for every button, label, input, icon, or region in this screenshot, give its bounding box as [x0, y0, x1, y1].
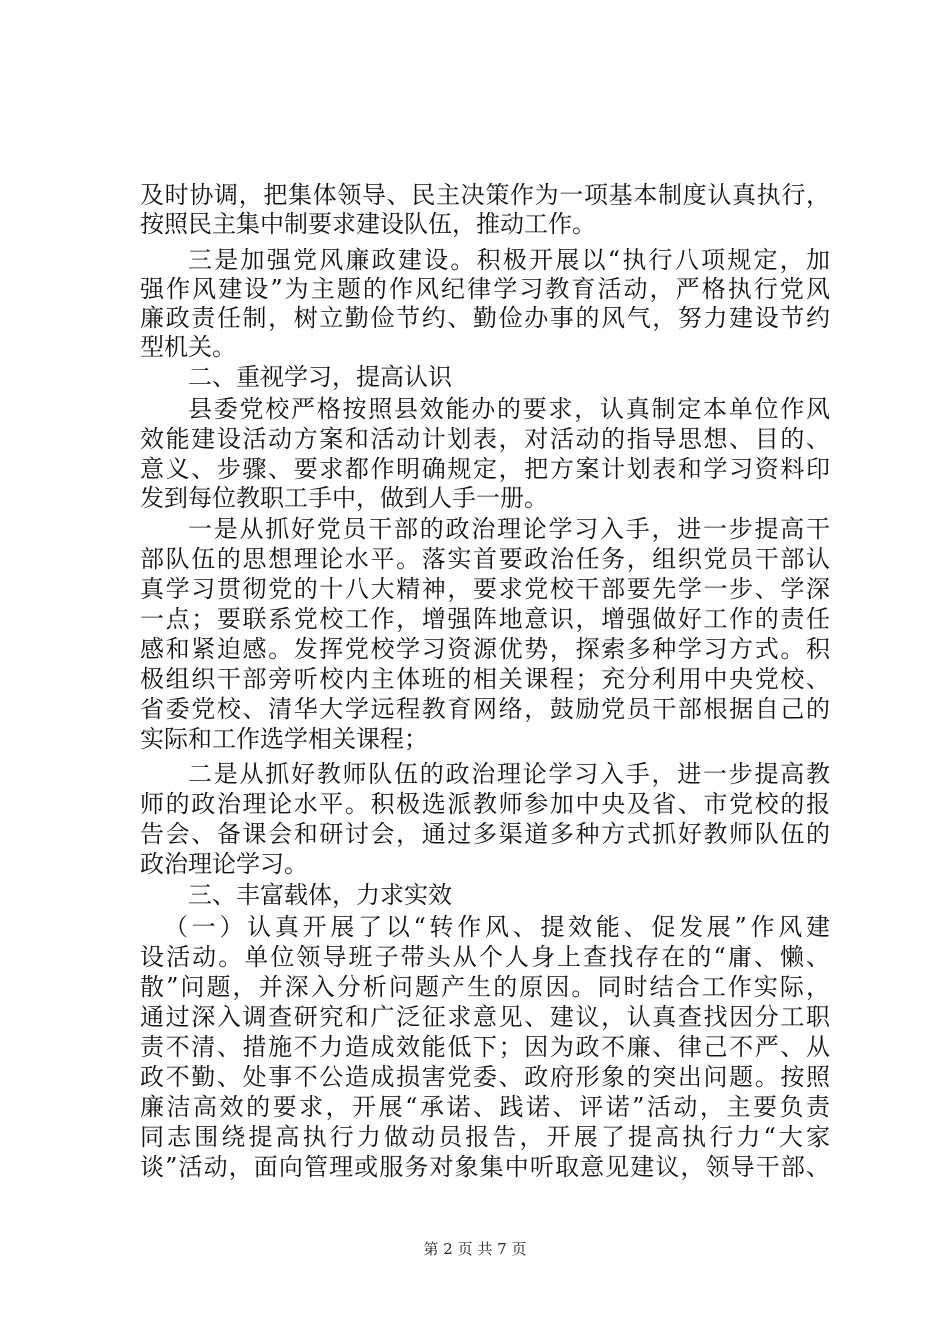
page-footer: 第 2 页 共 7 页 [423, 1240, 527, 1258]
line-text: 感和紧迫感。发挥党校学习资源优势，探索多种学习方式。积 [140, 635, 830, 663]
line-text: 意义、步骤、要求都作明确规定，把方案计划表和学习资料印 [140, 455, 830, 483]
line-text: 责不清、措施不力造成效能低下；因为政不廉、律己不严、从 [140, 1033, 830, 1061]
line-text: （一）认真开展了以“转作风、提效能、促发展”作风建 [164, 913, 830, 941]
line-text: 二是从抓好教师队伍的政治理论学习入手，进一步提高教 [188, 760, 830, 788]
line-text: 廉洁高效的要求，开展“承诺、践诺、评诺”活动，主要负责 [140, 1093, 830, 1121]
section-heading: 二、重视学习，提高认识 [188, 363, 452, 391]
line-text: 真学习贯彻党的十八大精神，要求党校干部要先学一步、学深 [140, 575, 830, 603]
line-text: 发到每位教职工手中，做到人手一册。 [140, 484, 548, 512]
text-line [0, 205, 950, 243]
line-text: 省委党校、清华大学远程教育网络，鼓励党员干部根据自己的 [140, 695, 830, 723]
line-text: 及时协调，把集体领导、民主决策作为一项基本制度认真执行， [140, 181, 830, 209]
text-line [0, 1148, 950, 1186]
line-text: 政治理论学习。 [140, 850, 308, 878]
line-text: 三是加强党风廉政建设。积极开展以“执行八项规定，加 [188, 246, 830, 274]
line-text: 散”问题，并深入分析问题产生的原因。同时结合工作实际， [140, 973, 830, 1001]
line-text: 谈”活动，面向管理或服务对象集中听取意见建议，领导干部、 [140, 1153, 830, 1181]
line-text: 按照民主集中制要求建设队伍，推动工作。 [140, 210, 596, 238]
line-text: 廉政责任制，树立勤俭节约、勤俭办事的风气，努力建设节约 [140, 304, 830, 332]
line-text: 型机关。 [140, 333, 236, 361]
line-text: 县委党校严格按照县效能办的要求，认真制定本单位作风 [188, 395, 830, 423]
line-text: 设活动。单位领导班子带头从个人身上查找存在的“庸、懒、 [140, 943, 830, 971]
line-text: 一是从抓好党员干部的政治理论学习入手，进一步提高干 [188, 515, 830, 543]
line-text: 师的政治理论水平。积极选派教师参加中央及省、市党校的报 [140, 790, 830, 818]
section-heading: 三、丰富载体，力求实效 [188, 881, 452, 909]
line-text: 告会、备课会和研讨会，通过多渠道多种方式抓好教师队伍的 [140, 820, 830, 848]
line-text: 强作风建设”为主题的作风纪律学习教育活动，严格执行党风 [140, 275, 830, 303]
line-text: 政不勤、处事不公造成损害党委、政府形象的突出问题。按照 [140, 1063, 830, 1091]
line-text: 一点；要联系党校工作，增强阵地意识，增强做好工作的责任 [140, 605, 830, 633]
line-text: 实际和工作选学相关课程； [140, 725, 428, 753]
line-text: 效能建设活动方案和活动计划表，对活动的指导思想、目的、 [140, 425, 830, 453]
line-text: 同志围绕提高执行力做动员报告，开展了提高执行力“大家 [140, 1123, 830, 1151]
text-line [0, 720, 950, 758]
line-text: 通过深入调查研究和广泛征求意见、建议，认真查找因分工职 [140, 1003, 830, 1031]
line-text: 部队伍的思想理论水平。落实首要政治任务，组织党员干部认 [140, 545, 830, 573]
line-text: 极组织干部旁听校内主体班的相关课程；充分利用中央党校、 [140, 665, 830, 693]
